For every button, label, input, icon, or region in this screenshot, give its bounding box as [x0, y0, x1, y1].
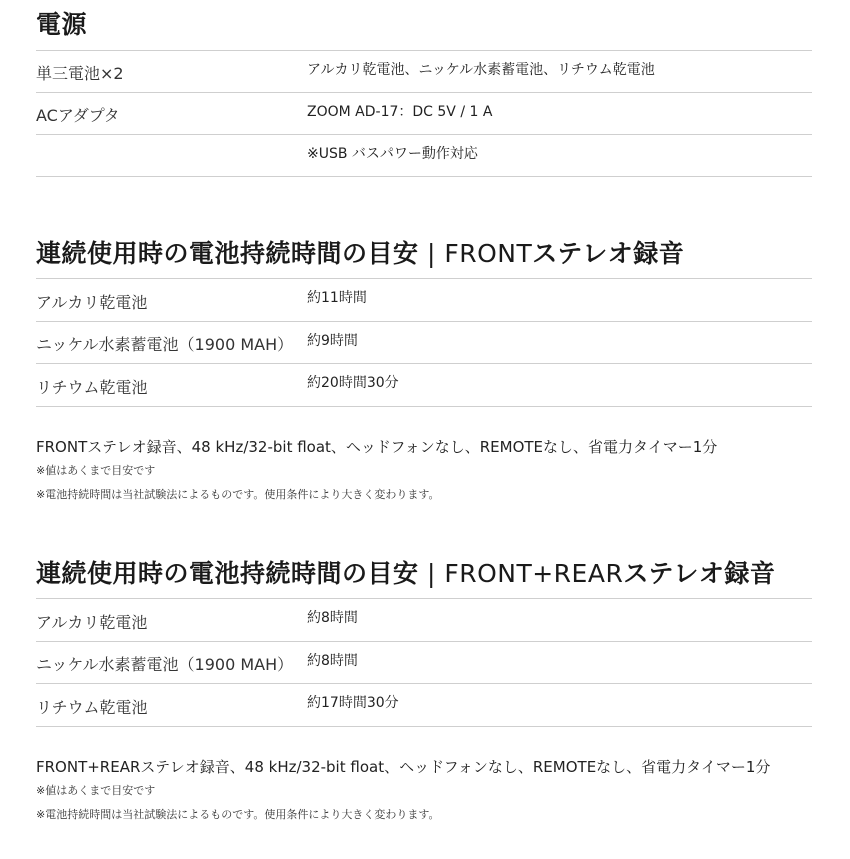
spec-row [36, 135, 812, 177]
front-title [36, 239, 812, 269]
front-note-2: ※電池持続時間は当社試験法によるものです。使用条件により大きく変わります。 [36, 488, 440, 501]
power-table [36, 50, 812, 177]
spec-label: 単三電池×2 [36, 64, 124, 83]
spec-label: ACアダプタ [36, 106, 120, 125]
front-rear-title-main: 連続使用時の電池持続時間の目安 [36, 559, 419, 588]
front-section [36, 239, 812, 503]
front-title-main: 連続使用時の電池持続時間の目安 [36, 239, 419, 268]
front-rear-title-mode: | FRONT+REAR [418, 559, 624, 588]
spec-label: ニッケル水素蓄電池（1900 MAH） [36, 655, 294, 674]
front-rear-note-main: FRONT+REARステレオ録音、48 kHz/32-bit float、ヘッドフォンなし、REMOTEなし、省電力タイマー1分 [36, 758, 771, 776]
spec-value: 約17時間30分 [307, 695, 399, 711]
front-rear-section [36, 559, 812, 823]
spec-value: 約11時間 [307, 290, 367, 306]
front-rear-note-2: ※電池持続時間は当社試験法によるものです。使用条件により大きく変わります。 [36, 808, 440, 821]
front-note-1: ※値はあくまで目安です [36, 464, 156, 477]
spec-value: 約8時間 [307, 610, 358, 626]
spec-label: アルカリ乾電池 [36, 293, 148, 312]
spec-value: ZOOM AD-17：DC 5V / 1 A [307, 104, 493, 120]
front-note-main: FRONTステレオ録音、48 kHz/32-bit float、ヘッドフォンなし、REMOTEなし、省電力タイマー1分 [36, 438, 718, 456]
spec-label: アルカリ乾電池 [36, 613, 148, 632]
front-rear-title-suffix: ステレオ録音 [623, 559, 776, 588]
spec-row [36, 279, 812, 322]
front-table [36, 278, 812, 407]
spec-label: リチウム乾電池 [36, 698, 148, 717]
spec-label: ニッケル水素蓄電池（1900 MAH） [36, 335, 294, 354]
spec-value: 約20時間30分 [307, 375, 399, 391]
spec-label: リチウム乾電池 [36, 378, 148, 397]
spec-row [36, 684, 812, 727]
spec-row [36, 322, 812, 364]
front-rear-title [36, 559, 812, 589]
spec-row [36, 93, 812, 135]
spec-value: ※USB バスパワー動作対応 [307, 146, 478, 162]
power-title: 電源 [36, 10, 88, 39]
spec-value: アルカリ乾電池、ニッケル水素蓄電池、リチウム乾電池 [307, 62, 655, 78]
power-section [36, 10, 812, 177]
front-rear-table [36, 598, 812, 727]
spec-row [36, 642, 812, 684]
spec-row [36, 364, 812, 407]
front-title-mode: | FRONT [418, 239, 533, 268]
front-title-suffix: ステレオ録音 [532, 239, 685, 268]
spec-value: 約8時間 [307, 653, 358, 669]
front-rear-note-1: ※値はあくまで目安です [36, 784, 156, 797]
spec-value: 約9時間 [307, 333, 358, 349]
spec-row [36, 51, 812, 93]
spec-label [36, 135, 307, 176]
spec-row [36, 599, 812, 642]
